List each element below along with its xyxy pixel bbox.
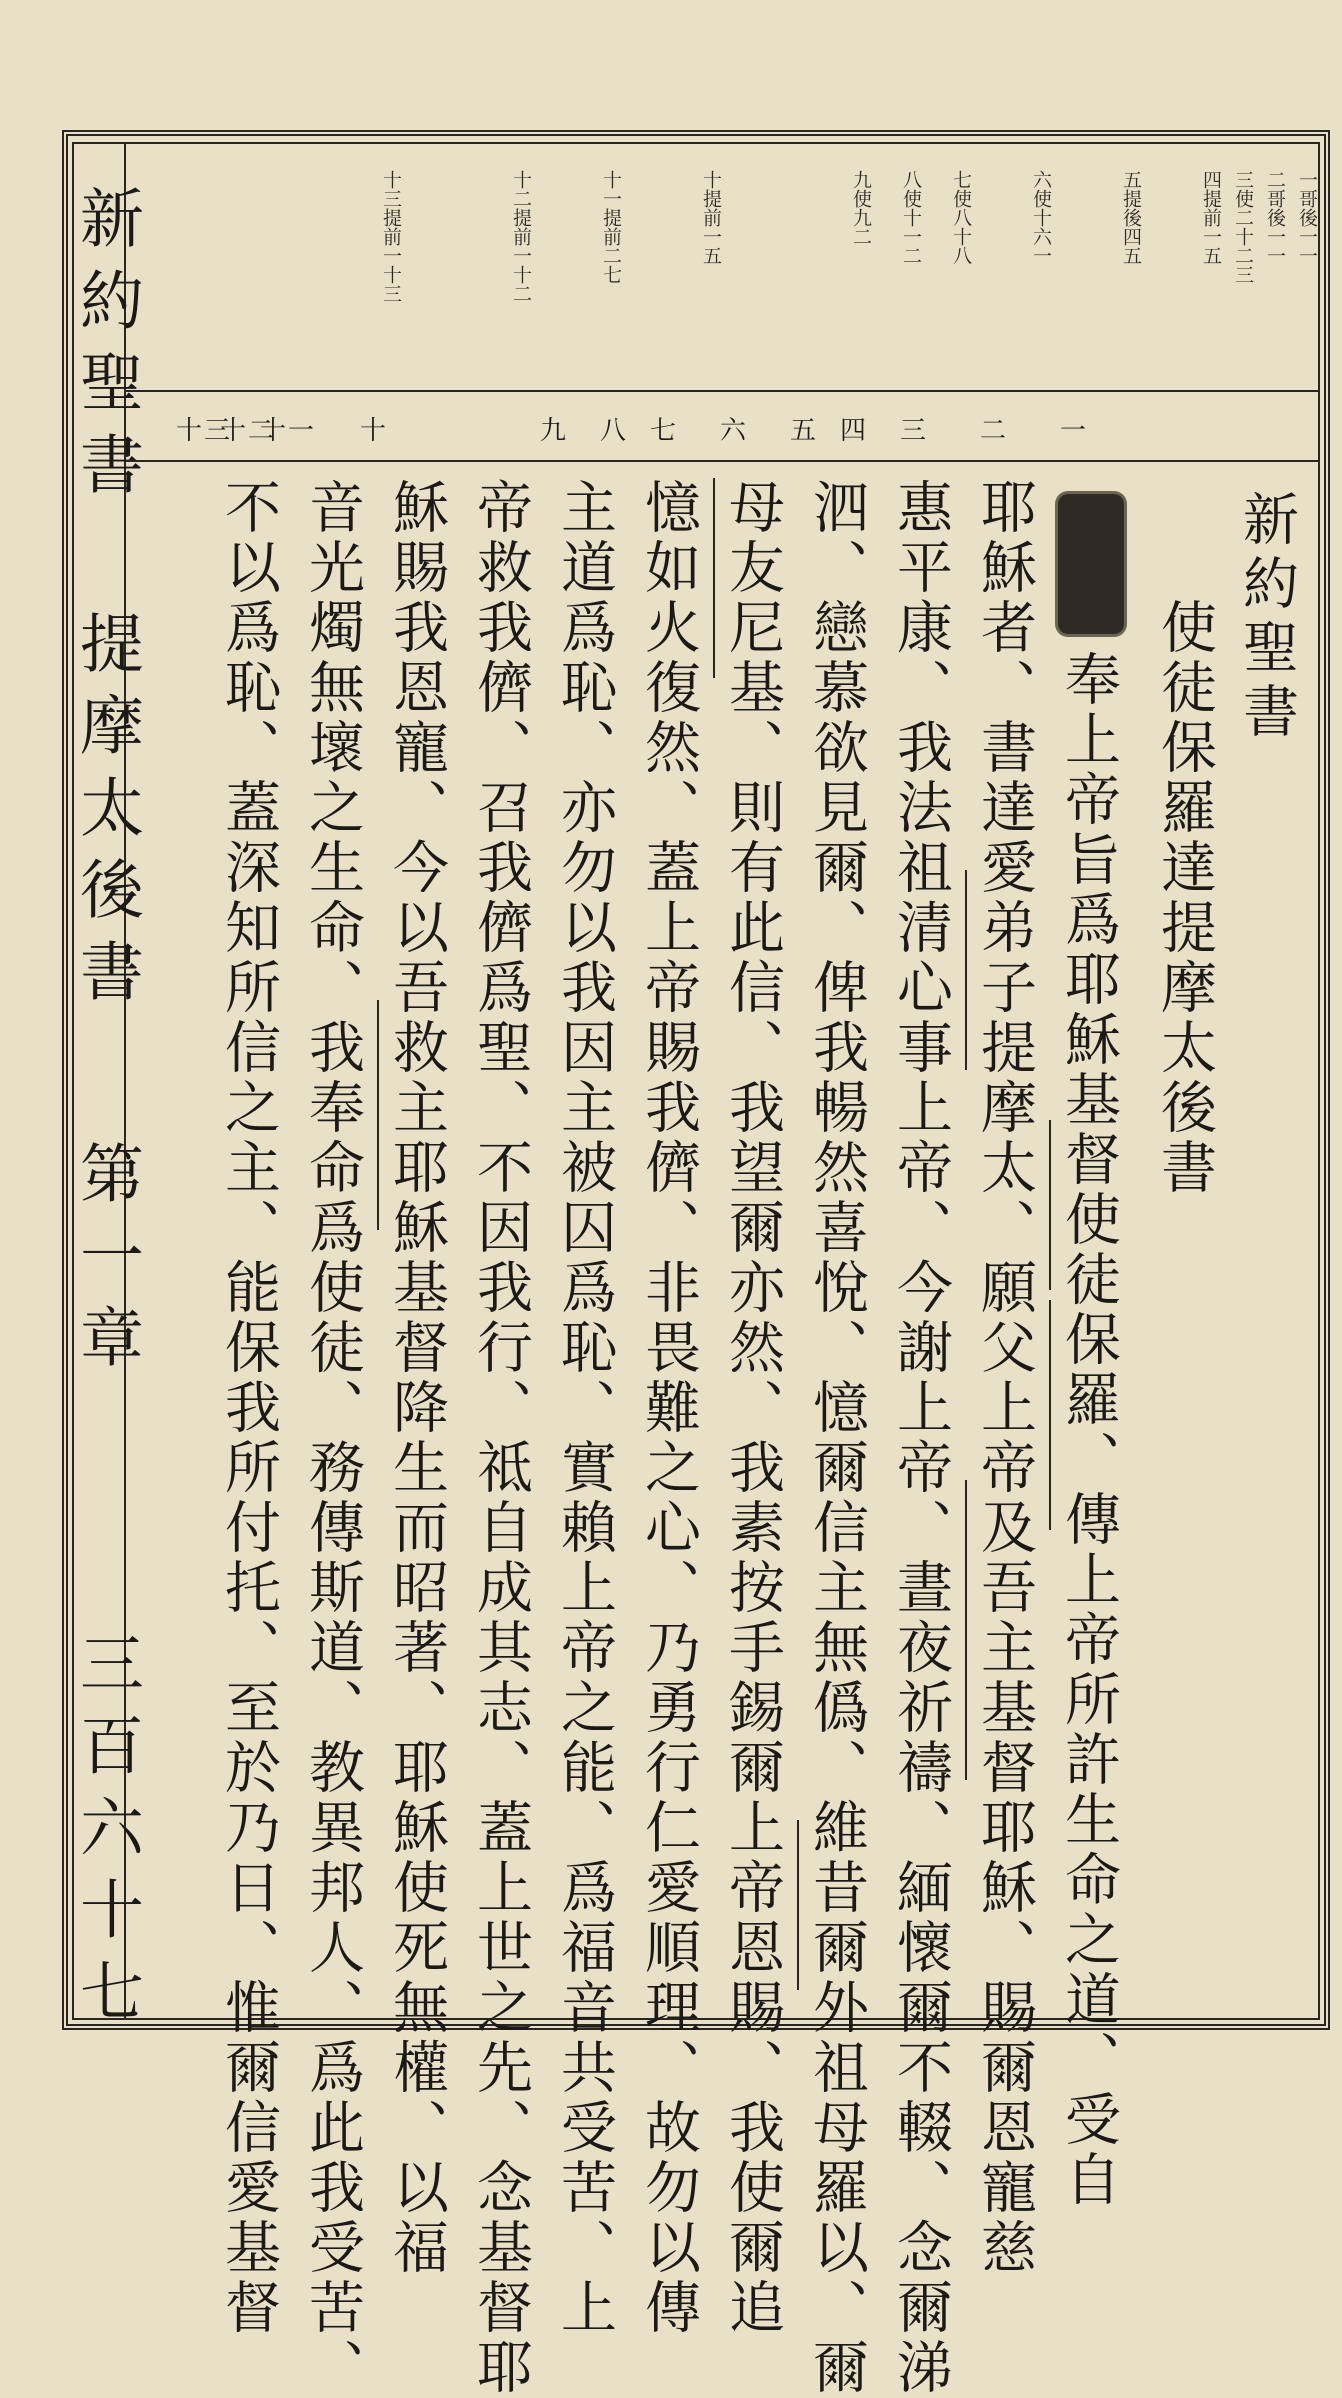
- text-line: 穌賜我恩寵、今以吾救主耶穌基督降生而昭著、耶穌使死無權、以福: [384, 478, 449, 2278]
- note-number: 九: [540, 416, 569, 446]
- note-number: 十: [360, 416, 389, 446]
- cross-reference: 九使九二: [850, 170, 872, 246]
- name-mark-line: [965, 1480, 967, 1780]
- text-line: 帝救我儕、召我儕爲聖、不因我行、祗自成其志、蓋上世之先、念基督耶: [468, 478, 533, 2398]
- name-mark-line: [1049, 1300, 1051, 1530]
- cross-reference: 四提前一五: [1200, 170, 1222, 265]
- book-subtitle: 使徒保羅達提摩太後書: [1152, 598, 1217, 1198]
- running-title: 新約聖書: [1234, 490, 1299, 746]
- name-mark-line: [965, 870, 967, 1070]
- text-line: 耶穌者、書達愛弟子提摩太、願父上帝及吾主基督耶穌、賜爾恩寵慈: [972, 478, 1037, 2278]
- cross-reference: 六使十六一: [1030, 170, 1052, 265]
- name-mark-line: [797, 1820, 799, 1990]
- text-line: 憶如火復然、蓋上帝賜我儕、非畏難之心、乃勇行仁愛順理、故勿以傳: [636, 478, 701, 2338]
- cross-reference: 七使八十八: [950, 170, 972, 265]
- text-line: 不以爲恥、蓋深知所信之主、能保我所付托、至於乃日、惟爾信愛基督: [216, 478, 281, 2338]
- note-number: 二: [980, 416, 1009, 446]
- cross-reference: 十二提前一十二: [510, 170, 532, 303]
- chapter-seal-icon: [1058, 494, 1124, 634]
- name-mark-line: [377, 1000, 379, 1230]
- cross-reference: 二哥後一一: [1264, 170, 1286, 265]
- text-line: 母友尼基、則有此信、我望爾亦然、我素按手錫爾上帝恩賜、我使爾追: [720, 478, 785, 2338]
- text-line: 惠平康、我法祖清心事上帝、今謝上帝、晝夜祈禱、緬懷爾不輟、念爾涕: [888, 478, 953, 2398]
- note-number: 十二: [220, 416, 277, 446]
- text-line: 奉上帝旨爲耶穌基督使徒保羅、傳上帝所許生命之道、受自: [1056, 650, 1121, 2210]
- note-number: 三: [900, 416, 929, 446]
- text-line: 音光燭無壞之生命、我奉命爲使徒、務傳斯道、教異邦人、爲此我受苦、: [300, 478, 365, 2398]
- note-number: 十三: [176, 416, 233, 446]
- cross-reference: 五提後四五: [1120, 170, 1142, 265]
- page-number: 三百六十七: [69, 1630, 143, 2040]
- note-number: 四: [840, 416, 869, 446]
- text-line: 泗、戀慕欲見爾、俾我暢然喜悅、憶爾信主無僞、維昔爾外祖母羅以、爾: [804, 478, 869, 2398]
- margin-epistle-title: 提摩太後書: [69, 610, 143, 1020]
- margin-book-title: 新約聖書: [69, 185, 143, 513]
- note-number: 八: [600, 416, 629, 446]
- name-mark-line: [1049, 1120, 1051, 1290]
- text-line: 主道爲恥、亦勿以我因主被囚爲恥、實賴上帝之能、爲福音共受苦、上: [552, 478, 617, 2338]
- cross-reference: 三使二十二三: [1232, 170, 1254, 284]
- note-number: 十一: [260, 416, 317, 446]
- name-mark-line: [713, 478, 715, 678]
- cross-reference: 一哥後一一: [1296, 170, 1318, 265]
- margin-chapter: 第一章: [69, 1140, 143, 1386]
- note-number: 七: [650, 416, 679, 446]
- note-number: 六: [720, 416, 749, 446]
- note-number: 一: [1060, 416, 1089, 446]
- cross-reference: 十提前一五: [700, 170, 722, 265]
- note-number: 五: [790, 416, 819, 446]
- cross-reference: 八使十一二: [900, 170, 922, 265]
- cross-reference: 十一提前二七: [600, 170, 622, 284]
- cross-reference: 十三提前一十三: [380, 170, 402, 303]
